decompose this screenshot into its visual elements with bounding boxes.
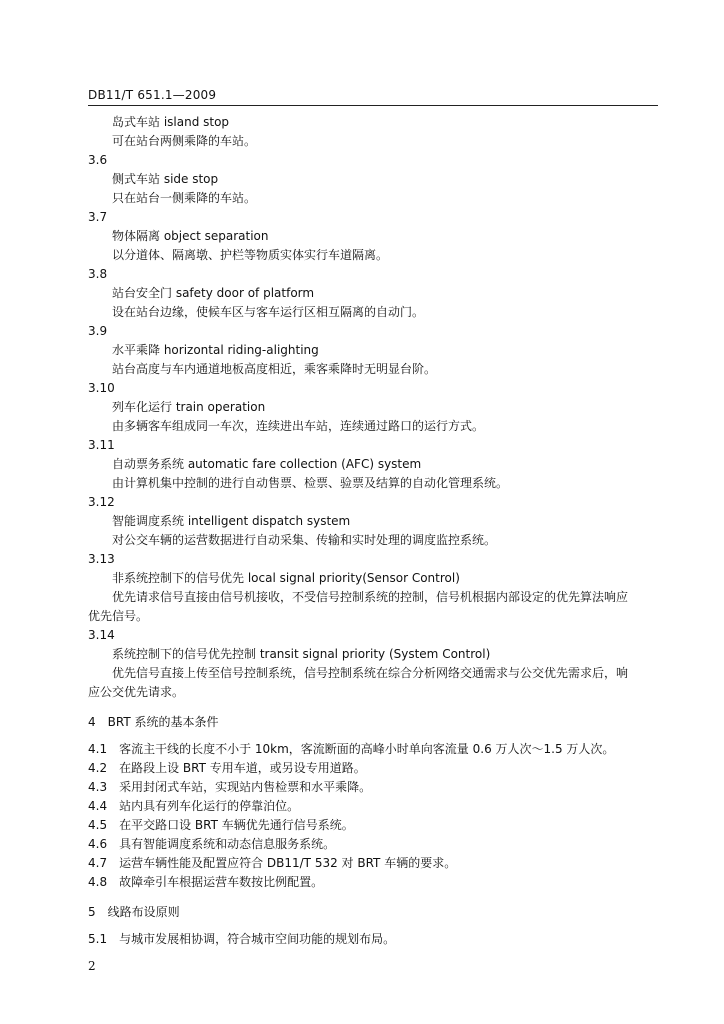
term-title: 列车化运行 train operation: [112, 400, 266, 414]
term-definition-continuation: 应公交优先请求。: [88, 685, 185, 699]
clause: 5.1 与城市发展相协调，符合城市空间功能的规划布局。: [88, 932, 396, 946]
section-heading: 4 BRT 系统的基本条件: [88, 715, 219, 729]
term-title: 自动票务系统 automatic fare collection (AFC) system: [112, 457, 422, 471]
term-title: 智能调度系统 intelligent dispatch system: [112, 514, 351, 528]
term-number: 3.13: [88, 552, 115, 566]
term-definition: 由多辆客车组成同一车次，连续进出车站，连续通过路口的运行方式。: [112, 419, 485, 433]
term-definition: 只在站台一侧乘降的车站。: [112, 191, 257, 205]
term-title: 岛式车站 island stop: [112, 115, 230, 129]
term-number: 3.7: [88, 210, 108, 224]
clause: 4.4 站内具有列车化运行的停靠泊位。: [88, 799, 300, 813]
term-number: 3.14: [88, 628, 115, 642]
term-definition: 设在站台边缘，使候车区与客车运行区相互隔离的自动门。: [112, 305, 425, 319]
section-heading: 5 线路布设原则: [88, 905, 180, 919]
term-title: 侧式车站 side stop: [112, 172, 219, 186]
term-title: 站台安全门 safety door of platform: [112, 286, 315, 300]
term-definition: 由计算机集中控制的进行自动售票、检票、验票及结算的自动化管理系统。: [112, 476, 509, 490]
clause: 4.2 在路段上设 BRT 专用车道，或另设专用道路。: [88, 761, 366, 775]
term-definition: 优先信号直接上传至信号控制系统，信号控制系统在综合分析网络交通需求与公交优先需求后，响: [112, 666, 629, 680]
term-number: 3.6: [88, 153, 108, 167]
term-number: 3.12: [88, 495, 115, 509]
term-definition: 以分道体、隔离墩、护栏等物质实体实行车道隔离。: [112, 248, 389, 262]
clause: 4.3 采用封闭式车站，实现站内售检票和水平乘降。: [88, 780, 372, 794]
term-number: 3.8: [88, 267, 108, 281]
term-definition: 站台高度与车内通道地板高度相近，乘客乘降时无明显台阶。: [112, 362, 437, 376]
clause: 4.5 在平交路口设 BRT 车辆优先通行信号系统。: [88, 818, 354, 832]
term-number: 3.10: [88, 381, 115, 395]
term-title: 水平乘降 horizontal riding-alighting: [112, 343, 319, 357]
term-definition-continuation: 优先信号。: [88, 609, 149, 623]
term-number: 3.11: [88, 438, 115, 452]
term-title: 非系统控制下的信号优先 local signal priority(Sensor Control): [112, 571, 460, 585]
term-title: 物体隔离 object separation: [112, 229, 269, 243]
standard-code-header: DB11/T 651.1—2009: [88, 88, 217, 102]
term-definition: 优先请求信号直接由信号机接收，不受信号控制系统的控制，信号机根据内部设定的优先算法响应: [112, 590, 629, 604]
term-number: 3.9: [88, 324, 108, 338]
term-title: 系统控制下的信号优先控制 transit signal priority (System Control): [112, 647, 491, 661]
header-divider: [88, 105, 658, 106]
clause: 4.1 客流主干线的长度不小于 10km，客流断面的高峰小时单向客流量 0.6 万人次～1.5 万人次。: [88, 742, 615, 756]
page-number: 2: [88, 959, 96, 973]
term-definition: 对公交车辆的运营数据进行自动采集、传输和实时处理的调度监控系统。: [112, 533, 497, 547]
clause: 4.6 具有智能调度系统和动态信息服务系统。: [88, 837, 336, 851]
clause: 4.8 故障牵引车根据运营车数按比例配置。: [88, 875, 324, 889]
term-definition: 可在站台两侧乘降的车站。: [112, 134, 257, 148]
clause: 4.7 运营车辆性能及配置应符合 DB11/T 532 对 BRT 车辆的要求。: [88, 856, 457, 870]
